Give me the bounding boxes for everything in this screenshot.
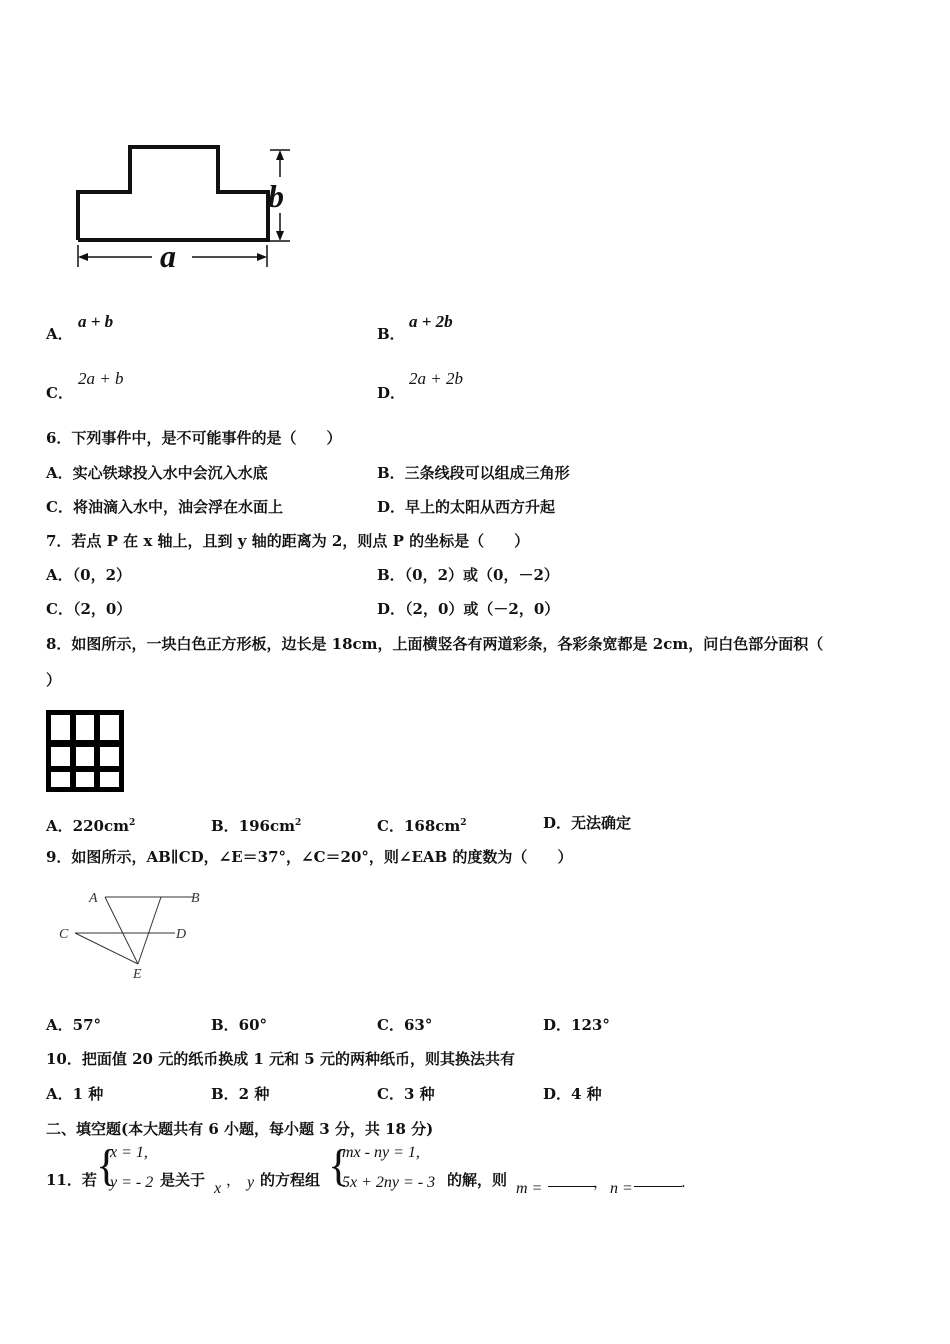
q10-option-c: C．3 种 [377,1085,435,1103]
q11-system2-line1: mx - ny = 1, [342,1144,420,1161]
vertical-stripe-2 [94,712,100,790]
q11-system1-line1: x = 1, [110,1144,148,1161]
label-B: B [191,891,200,906]
q11-text-system: 的方程组 [260,1171,321,1189]
q5-option-b-letter: B． [377,325,405,343]
q11-var-x: x [214,1180,222,1197]
step-shape-outline [78,147,268,240]
q11-system1-brace: { [96,1141,118,1190]
q6-option-b: B．三条线段可以组成三角形 [377,464,570,482]
horizontal-stripe-2 [48,766,122,772]
q7-stem: 7．若点 P 在 x 轴上，且到 y 轴的距离为 2，则点 P 的坐标是（ ） [46,532,530,550]
line-eb [138,897,147,964]
arrow-left [78,253,88,261]
q11-text-solution: 的解，则 [447,1171,508,1189]
label-a: a [160,238,176,274]
q8-option-b: B．$196cm^2$ [211,817,302,835]
q11-n-equals: n = [610,1180,633,1197]
q8-option-d: D．无法确定 [543,814,632,832]
q7-option-d: D．（2，0）或（－2，0） [377,600,560,618]
label-A: A [89,891,98,906]
q11-var-y: y [247,1174,255,1191]
q11-number: 11．若 [46,1171,97,1189]
q10-option-b: B．2 种 [211,1085,270,1103]
q5-step-figure [60,105,320,280]
label-b: b [268,178,284,214]
board-frame [49,713,122,790]
q6-option-c: C．将油滴入水中，油会浮在水面上 [46,498,283,516]
q11-m-equals: m = [516,1180,543,1197]
q10-option-a: A．1 种 [46,1085,104,1103]
q5-option-c-expr: 2a + b [78,369,124,388]
q11-end-period: . [681,1173,686,1191]
arrow-up [276,150,284,160]
q11-comma: ， [226,1171,242,1189]
q6-option-d: D．早上的太阳从西方升起 [377,498,556,516]
q7-option-b: B．（0，2）或（0，－2） [377,566,559,584]
q11-m-blank[interactable] [548,1172,596,1191]
q8-option-a: A．$220cm^2$ [46,817,136,835]
q7-option-a: A．（0，2） [46,566,132,584]
label-E: E [133,967,142,982]
q9-option-d: D．123° [543,1016,610,1034]
q5-option-b-expr: a + 2b [409,312,453,331]
q8-stem: 8．如图所示，一块白色正方形板，边长是 18cm，上面横竖各有两道彩条，各彩条宽都是 2cm，问白色部分面积（ [46,635,824,653]
line-ae [105,897,138,964]
section2-title: 二、填空题(本大题共有 6 小题，每小题 3 分，共 18 分) [46,1120,434,1138]
line-ce [75,933,138,964]
q6-stem: 6．下列事件中，是不可能事件的是（ ） [46,429,342,447]
q9-stem: 9．如图所示，AB∥CD，∠E＝37°，∠C＝20°，则∠EAB 的度数为（ ） [46,848,573,866]
q6-option-a: A．实心铁球投入水中会沉入水底 [46,464,268,482]
q11-text-about: 是关于 [160,1171,206,1189]
q5-option-c-letter: C． [46,384,73,402]
q11-n-blank[interactable] [634,1172,682,1191]
vertical-stripe-1 [70,712,76,790]
q8-board-figure [46,710,124,792]
arrow-right [257,253,267,261]
q11-system1-line2: y = - 2 [110,1174,154,1191]
horizontal-stripe-1 [48,740,122,747]
q11-system2-brace: { [328,1141,350,1190]
q8-stem-end: ） [46,671,62,689]
q7-option-c: C．（2，0） [46,600,132,618]
q9-option-c: C．63° [377,1016,433,1034]
q9-parallel-lines-figure [55,882,215,982]
q8-option-c: C．$168cm^2$ [377,817,467,835]
q10-option-d: D．4 种 [543,1085,602,1103]
label-C: C [59,927,69,942]
q5-option-a-expr: a + b [78,312,114,331]
q10-stem: 10．把面值 20 元的纸币换成 1 元和 5 元的两种纸币，则其换法共有 [46,1050,515,1068]
q9-option-a: A．57° [46,1016,102,1034]
q11-system2-line2: 5x + 2ny = - 3 [342,1174,436,1191]
label-D: D [176,927,187,942]
q5-option-a-letter: A． [46,325,73,343]
q9-option-b: B．60° [211,1016,268,1034]
q5-option-d-letter: D． [377,384,406,402]
q11-comma2: ， [593,1173,609,1191]
q5-option-d-expr: 2a + 2b [409,369,463,388]
arrow-down [276,231,284,241]
line-e-up [138,897,161,964]
